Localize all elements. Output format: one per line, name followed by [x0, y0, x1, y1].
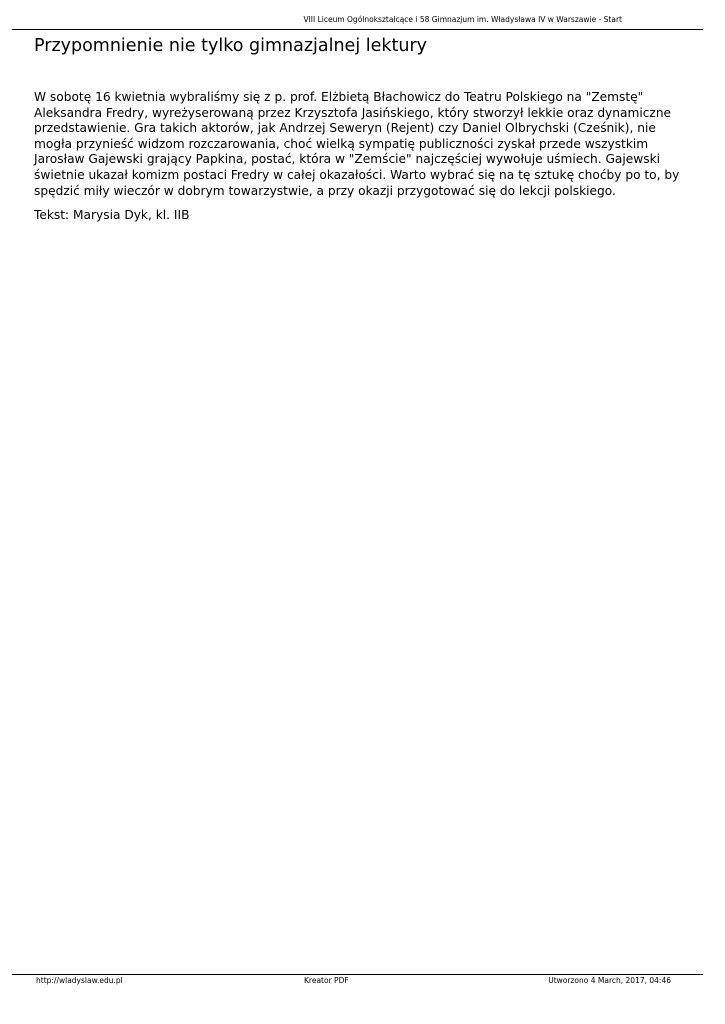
footer-generator: Kreator PDF	[304, 976, 349, 985]
article-title: Przypomnienie nie tylko gimnazjalnej lektury	[34, 36, 428, 56]
article-body: W sobotę 16 kwietnia wybraliśmy się z p. prof. Elżbietą Błachowicz do Teatru Polskiego na "Zemstę" Aleksandra Fredry, wyreżyserowaną przez Krzysztofa Jasińskiego, który stworzył lekkie oraz dynamiczne przedstawienie. Gra takich aktorów, jak Andrzej Seweryn (Rejent) czy Daniel Olbrychski (Cześnik), nie mogła przynieść widzom rozczarowania, choć wielką sympatię publiczności zyskał przede wszystkim Jarosław Gajewski grający Papkina, postać, która w "Zemście" najczęściej wywołuje uśmiech. Gajewski świetnie ukazał komizm postaci Fredry w całej okazałości. Warto wybrać się na tę sztukę choćby po to, by spędzić miły wieczór w dobrym towarzystwie, a przy okazji przygotować się do lekcji polskiego.	[34, 90, 680, 198]
page-footer	[36, 976, 671, 988]
article-author: Tekst: Marysia Dyk, kl. IIB	[34, 208, 190, 222]
footer-divider	[12, 974, 703, 975]
page-header: VIII Liceum Ogólnokształcące i 58 Gimnazjum im. Władysława IV w Warszawie - Start	[303, 15, 622, 24]
header-divider	[12, 29, 703, 30]
footer-created-date: Utworzono 4 March, 2017, 04:46	[548, 976, 671, 985]
footer-url-link[interactable]: http://wladyslaw.edu.pl	[36, 976, 123, 985]
